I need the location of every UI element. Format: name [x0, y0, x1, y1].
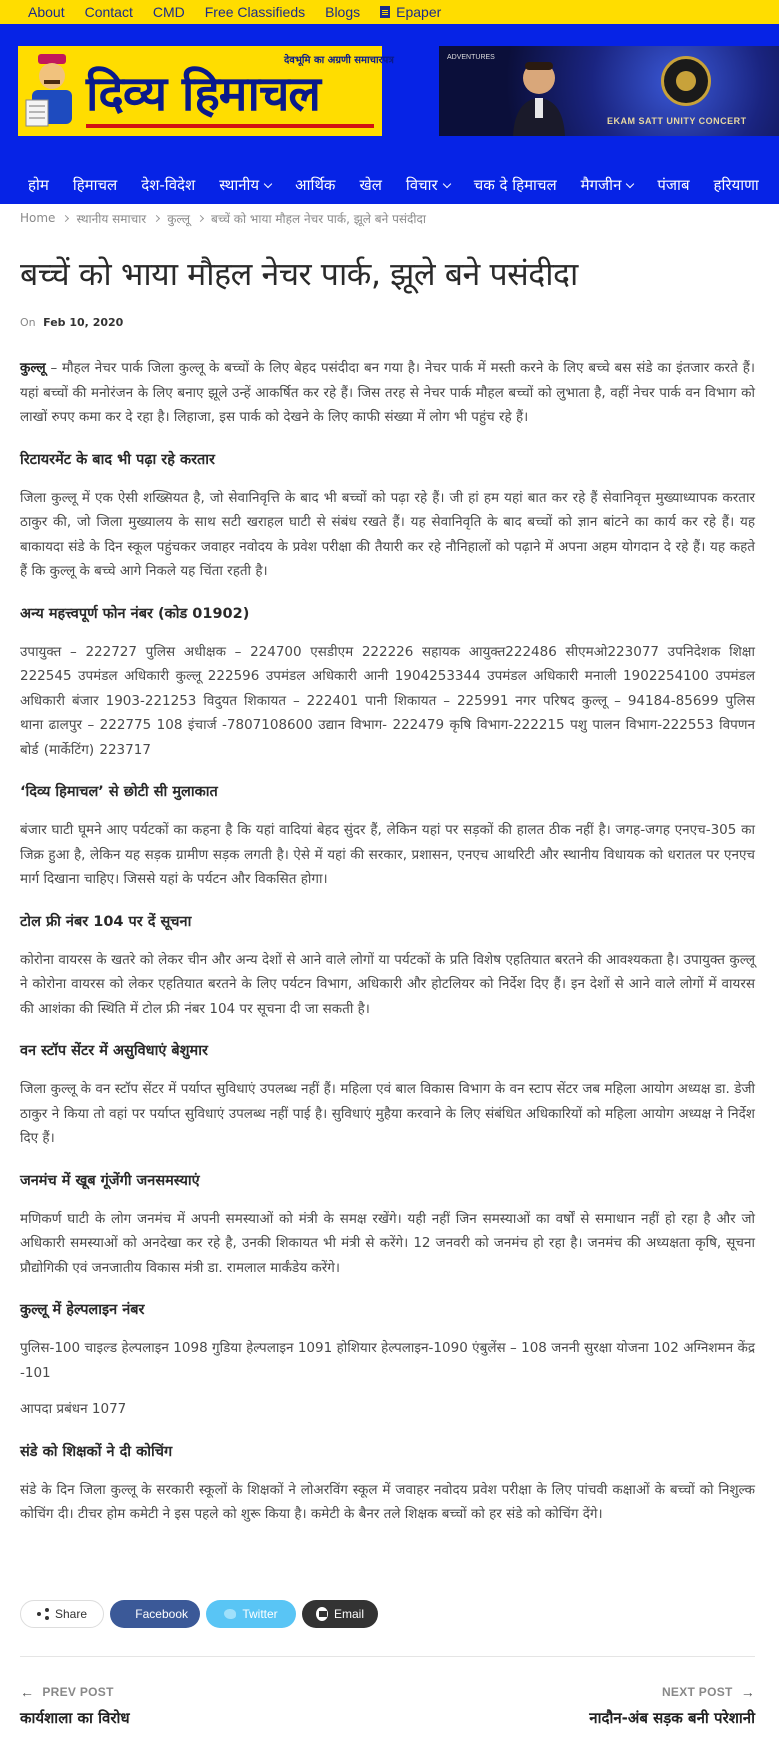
- chevron-down-icon: [264, 179, 272, 187]
- twitter-share-button[interactable]: [206, 1600, 296, 1628]
- document-icon: [380, 6, 390, 18]
- breadcrumb-home[interactable]: Home: [20, 211, 56, 225]
- breadcrumb-kullu[interactable]: कुल्लू: [167, 211, 190, 226]
- top-links: [0, 0, 779, 24]
- ad-person-image: [509, 54, 569, 136]
- nav-item[interactable]: [28, 175, 49, 195]
- paragraph-retirement: जिला कुल्लू में एक ऐसी शख्सियत है, जो सेवानिवृत्ति के बाद भी बच्चों को पढ़ा रहे हैं। जी हां हम यहां बात कर रहे हैं सेवानिवृत्त मुख्याध्यापक करतार ठाकुर की, जो जिला मुख्यालय के साथ सटी खराहल घाटी से संबंध रखते हैं। यह सेवानिवृति के बाद बच्चों को ज्ञान बांटने का कार्य कर रहे हैं। यह बाकायदा संडे के दिन स्कूल पहुंचकर जवाहर नवोदय के प्रवेश परीक्षा की तैयारी कर रहे नौनिहालों को पढ़ाने में अपना अहम योगदान दे रहे हैं। यह कहते हैं कि कुल्लू के बच्चे आगे निकले यह चिंता रहती है।: [20, 489, 755, 579]
- subheading-toll-free: टोल फ्री नंबर 104 पर दें सूचना: [20, 913, 192, 930]
- logo-underline: [86, 124, 374, 128]
- twitter-icon: [224, 1609, 236, 1619]
- chevron-down-icon: [442, 179, 450, 187]
- nav-item-label: स्थानीय: [219, 176, 260, 194]
- prev-post-label: PREV POST: [42, 1685, 114, 1699]
- top-utility-bar: [0, 0, 779, 24]
- epaper-link[interactable]: [380, 4, 441, 20]
- subheading-phone-numbers: अन्य महत्त्वपूर्ण फोन नंबर (कोड 01902): [20, 605, 250, 622]
- paragraph-janmanch: मणिकर्ण घाटी के लोग जनमंच में अपनी समस्याओं को मंत्री के समक्ष रखेंगे। यही नहीं जिन समस्याओं का वर्षों से समाधान नहीं हो रहा है और जो अधिकारी समस्याओं को अनदेखा कर रहे है, उनकी शिकायत भी मंत्री से करेंगे। 12 जनवरी को जनमंच हो रहा है। जनमंच की अध्यक्षता कृषि, सूचना प्रौद्योगिकी एवं जनजातीय विकास मंत्री डा. रामलाल मार्कंडेय करेंगे।: [20, 1210, 755, 1276]
- logo-tagline: देवभूमि का अग्रणी समाचारपत्र: [284, 55, 394, 66]
- lead-place: कुल्लू: [20, 360, 46, 376]
- article-container: [20, 210, 755, 1522]
- next-post-label: NEXT POST: [661, 1685, 733, 1699]
- post-meta: [20, 316, 123, 329]
- main-navigation: [0, 166, 779, 204]
- nav-item-label: आर्थिक: [295, 176, 336, 194]
- nav-item[interactable]: [657, 175, 689, 195]
- subheading-retirement: रिटायरमेंट के बाद भी पढ़ा रहे करतार: [20, 451, 215, 468]
- nav-item-label: विचार: [405, 176, 438, 194]
- nav-item-label: देश-विदेश: [141, 176, 196, 194]
- subheading-sunday-coaching: संडे को शिक्षकों ने दी कोचिंग: [20, 1443, 173, 1460]
- twitter-label: Twitter: [242, 1607, 278, 1621]
- ad-brand: ADVENTURES: [447, 54, 495, 61]
- nav-item[interactable]: [295, 175, 335, 195]
- email-share-button[interactable]: [302, 1600, 378, 1628]
- lead-text: – मौहल नेचर पार्क जिला कुल्लू के बच्चों के लिए बेहद पसंदीदा बन गया है। नेचर पार्क में मस्ती करने के लिए बच्चे बस संडे का इंतजार करते हैं। यहां बच्चों की मनोरंजन के लिए बनाए झूले उन्हें आकर्षित कर रहे हैं। जिस तरह से नेचर पार्क मौहल बच्चों को लुभाता है, वहीं नेचर पार्क वन विभाग को लाखों रुपए कमा कर दे रहा है। लिहाजा, इस पार्क को देखने के लिए काफी संख्या में लोग भी पहुंच रहे हैं।: [20, 360, 755, 425]
- nav-item[interactable]: [406, 175, 450, 195]
- share-icon: [37, 1608, 49, 1620]
- next-post-title[interactable]: नादौन-अंब सड़क बनी परेशानी: [589, 1709, 755, 1727]
- site-logo[interactable]: [18, 46, 394, 136]
- arrow-left-icon: ←: [20, 1684, 35, 1700]
- post-date: Feb 10, 2020: [43, 316, 124, 329]
- nav-item[interactable]: [359, 175, 381, 195]
- paragraph-toll-free: कोरोना वायरस के खतरे को लेकर चीन और अन्य देशों से आने वाले लोगों या पर्यटकों के प्रति विशेष एहतियात बरतने की आवश्यकता है। उपायुक्त कुल्लू ने कोरोना वायरस को लेकर एहतियात बरतने के लिए पर्यटन विभाग, अधिकारी और होटलियर को निर्देश दिए हैं। इन देशों से आने वाले लोगों में वायरस की आशंका की स्थिति में टोल फ्री नंबर 104 पर सूचना दी जा सकती है।: [20, 951, 755, 1017]
- subheading-one-stop-centre: वन स्टॉप सेंटर में असुविधाएं बेशुमार: [20, 1043, 208, 1059]
- paragraph-disaster-helpline: आपदा प्रबंधन 1077: [20, 1401, 127, 1417]
- subheading-helpline: कुल्लू में हेल्पलाइन नंबर: [20, 1302, 145, 1318]
- paragraph-sunday-coaching: संडे के दिन जिला कुल्लू के सरकारी स्कूलों के शिक्षकों ने लोअरविंग स्कूल में जवाहर नवोदय प्रवेश परीक्षा के लिए पांचवी कक्षाओं के बच्चों को निशुल्क कोचिंग दी। टीचर होम कमेटी ने इस पहले को शुरू किया है। कमेटी के बैनर तले शिक्षक बच्चों को हर संडे को कोचिंग देंगे।: [20, 1481, 755, 1522]
- divider: [20, 1656, 755, 1657]
- paragraph-phone-numbers: उपायुक्त – 222727 पुलिस अधीक्षक – 224700 एसडीएम 222226 सहायक आयुक्त222486 सीएमओ223077 उपनिदेशक शिक्षा 222545 उपमंडल अधिकारी कुल्लू 222596 उपमंडल अधिकारी आनी 1904253344 उपमंडल अधिकारी मनाली 1902254100 उपमंडल अधिकारी बंजार 1903-221253 विदुयत शिकायत – 222401 पानी शिकायत – 225991 नगर परिषद कुल्लू – 94184-85699 पुलिस थाना ढालपुर – 222775 108 इंचार्ज -7807108600 उद्यान विभाग- 222479 कृषि विभाग-222215 पशु पालन विभाग-222553 विपणन बोर्ड (मार्केटिंग) 223717: [20, 643, 755, 758]
- chevron-right-icon: [62, 214, 69, 221]
- mascot-icon: [24, 52, 80, 130]
- chevron-right-icon: [197, 214, 204, 221]
- lead-paragraph: [20, 356, 755, 430]
- breadcrumb-current: बच्चें को भाया मौहल नेचर पार्क, झूले बने पसंदीदा: [210, 211, 426, 226]
- meta-on-label: On: [20, 316, 36, 329]
- logo-wordmark: दिव्य हिमाचल: [86, 66, 320, 122]
- site-header: [0, 24, 779, 204]
- prev-post-title[interactable]: कार्यशाला का विरोध: [20, 1709, 130, 1727]
- nav-item-label: हरियाणा: [713, 176, 759, 194]
- nav-item[interactable]: [714, 175, 759, 195]
- breadcrumb: [20, 210, 755, 226]
- email-label: Email: [333, 1607, 364, 1621]
- article-body: [20, 356, 755, 1527]
- epaper-label: Epaper: [396, 4, 442, 20]
- nav-item-label: पंजाब: [657, 176, 690, 194]
- nav-item-label: चक दे हिमाचल: [473, 176, 557, 194]
- subheading-short-meeting: ‘दिव्य हिमाचल’ से छोटी सी मुलाकात: [20, 784, 218, 800]
- email-icon: [316, 1607, 328, 1621]
- share-button[interactable]: [20, 1600, 104, 1628]
- ad-caption: EKAM SATT UNITY CONCERT: [607, 116, 747, 126]
- nav-item-label: मैगजीन: [580, 176, 622, 194]
- paragraph-helpline: पुलिस-100 चाइल्ड हेल्पलाइन 1098 गुडिया हेल्पलाइन 1091 होशियार हेल्पलाइन-1090 एंबुलेंस – 108 जननी सुरक्षा योजना 102 अग्निशमन केंद्र -101: [20, 1340, 755, 1381]
- nav-item[interactable]: [474, 175, 557, 195]
- paragraph-short-meeting: बंजार घाटी घूमने आए पर्यटकों का कहना है कि यहां वादियां बेहद सुंदर हैं, लेकिन यहां पर सड़कों की हालत ठीक नहीं है। जगह-जगह एनएच-305 का जिक्र हुआ है, लेकिन यह सड़क ग्रामीण सड़क लगती है। ऐसे में यहां की सरकार, प्रशासन, एनएच आथरिटी और स्थानीय विधायक को धरातल पर एनएच मार्ग दिखाना चाहिए। जिससे यहां के पर्यटन और विकसित होगा।: [20, 822, 755, 887]
- subheading-janmanch: जनमंच में खूब गूंजेंगी जनसमस्याएं: [20, 1172, 200, 1189]
- nav-item-label: हिमाचल: [72, 176, 118, 194]
- chevron-down-icon: [626, 179, 634, 187]
- cmd-link[interactable]: CMD: [152, 4, 185, 20]
- ad-banner[interactable]: [439, 46, 779, 136]
- nav-item[interactable]: [141, 175, 195, 195]
- nav-item-label: होम: [28, 176, 49, 194]
- facebook-label: Facebook: [135, 1607, 188, 1621]
- share-bar: [20, 1600, 378, 1628]
- contact-link[interactable]: Contact: [84, 4, 133, 20]
- nav-item[interactable]: [73, 175, 117, 195]
- blogs-link[interactable]: Blogs: [325, 4, 361, 20]
- chevron-right-icon: [153, 214, 160, 221]
- page-title: बच्चें को भाया मौहल नेचर पार्क, झूले बने पसंदीदा: [20, 255, 578, 293]
- facebook-share-button[interactable]: [110, 1600, 200, 1628]
- about-link[interactable]: About: [28, 4, 65, 20]
- ad-emblem-icon: [661, 56, 711, 106]
- nav-item[interactable]: [581, 175, 634, 195]
- breadcrumb-local-news[interactable]: स्थानीय समाचार: [76, 211, 147, 226]
- free-classifieds-link[interactable]: Free Classifieds: [204, 4, 306, 20]
- arrow-right-icon: →: [740, 1684, 755, 1700]
- share-label: Share: [54, 1607, 88, 1621]
- next-post-link[interactable]: [662, 1684, 755, 1700]
- nav-item[interactable]: [219, 175, 271, 195]
- paragraph-one-stop-centre: जिला कुल्लू के वन स्टॉप सेंटर में पर्याप्त सुविधाएं उपलब्ध नहीं हैं। महिला एवं बाल विकास विभाग के वन स्टाप सेंटर जब महिला आयोग अध्यक्ष डा. डेजी ठाकुर ने किया तो वहां पर पर्याप्त सुविधाएं उपलब्ध नहीं पाई है। सुविधाएं मुहैया करवाने के लिए संबंधित अधिकारियों को महिला आयोग अध्यक्ष ने निर्देश दिए हैं।: [20, 1081, 755, 1146]
- nav-item-label: खेल: [359, 176, 382, 194]
- prev-post-link[interactable]: [20, 1684, 114, 1700]
